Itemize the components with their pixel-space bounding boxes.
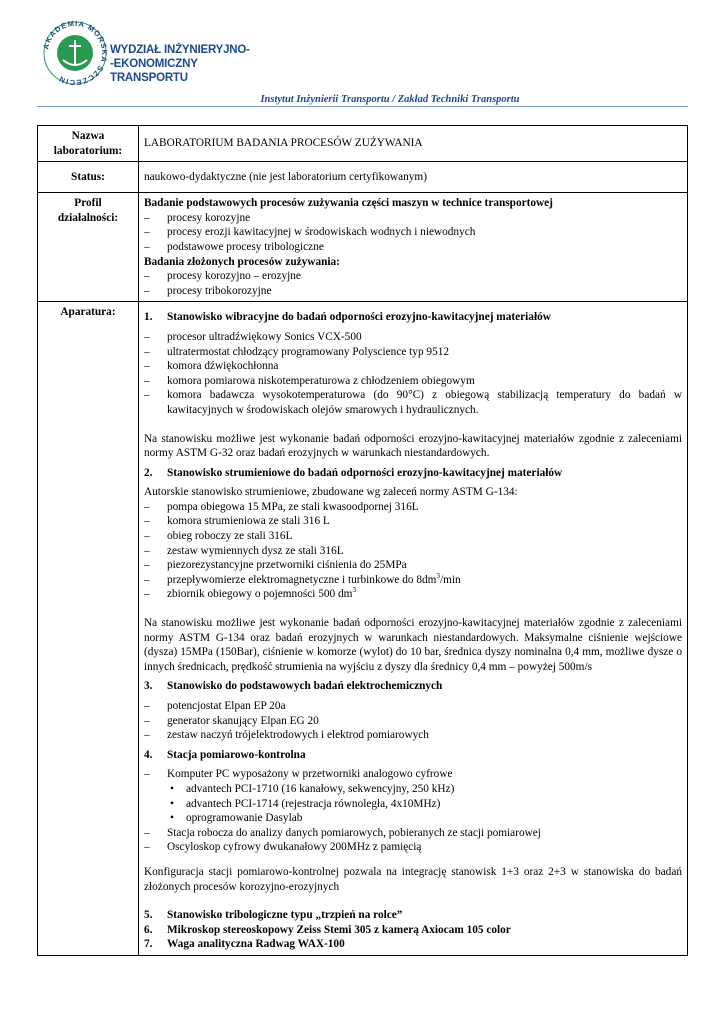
label-equipment: Aparatura:	[38, 302, 139, 956]
row-profile	[38, 193, 688, 302]
list-item: – komora dźwiękochłonna	[144, 359, 682, 374]
label-profile: Profil działalności:	[38, 193, 139, 302]
section-2-description: Na stanowisku możliwe jest wykonanie badań odporności erozyjno-kawitacyjnej materiałów zgodnie z zaleceniami normy ASTM G-134 oraz badań erozyjnych w warunkach niestandardowych. Maksymalne ciśnienie wejściowe (dysza) 15MPa (150Bar), ciśnienie w komorze (wylot) do 10 bar, średnica dyszy nominalna 0,4 mm, możliwe dysze o innych średnicach, prędkość strumienia na wyjściu z dyszy dla średnicy 0,4 mm – powyżej 500m/s	[144, 617, 682, 673]
list-item: – komora strumieniowa ze stali 316 L	[144, 514, 682, 529]
list-item: – zbiornik obiegowy o pojemności 500 $dm^3$	[144, 587, 682, 602]
list-item: – podstawowe procesy tribologiczne	[144, 240, 682, 255]
laboratory-table	[37, 125, 688, 956]
list-item: – potencjostat Elpan EP 20a	[144, 699, 682, 714]
list-item: – zestaw naczyń trójelektrodowych i elektrod pomiarowych	[144, 728, 682, 743]
value-name: LABORATORIUM BADANIA PROCESÓW ZUŻYWANIA	[139, 126, 688, 162]
list-item: – zestaw wymiennych dysz ze stali 316L	[144, 544, 682, 559]
section-1-description: Na stanowisku możliwe jest wykonanie badań odporności erozyjno-kawitacyjnej materiałów zgodnie z zaleceniami normy ASTM G-32 oraz badań erozyjnych w warunkach niestandardowych.	[144, 432, 682, 460]
value-status: naukowo-dydaktyczne (nie jest laboratorium certyfikowanym)	[139, 162, 688, 193]
anchor-emblem-icon	[40, 18, 110, 88]
list-item: – komora badawcza wysokotemperaturowa (do 90°C) z obiegową stabilizacją temperatury do badań w kawitacyjnych w środowiskach olejów smarowych i hydraulicznych.	[144, 388, 682, 417]
list-item: – piezorezystancyjne przetworniki ciśnienia do 25MPa	[144, 558, 682, 573]
section-1-title: 1. Stanowisko wibracyjne do badań odporności erozyjno-kawitacyjnej materiałów	[144, 311, 551, 324]
section-4-title: 4. Stacja pomiarowo-kontrolna	[144, 748, 306, 761]
row-status	[38, 162, 688, 193]
list-item: – procesy erozji kawitacyjnej w środowiskach wodnych i niewodnych	[144, 225, 682, 240]
list-item: – Oscyloskop cyfrowy dwukanałowy 200MHz z pamięcią	[144, 840, 682, 855]
list-item: – ultratermostat chłodzący programowany Polyscience typ 9512	[144, 345, 682, 360]
row-equipment	[38, 302, 688, 956]
row-name	[38, 126, 688, 162]
section-5-title: 5. Stanowisko tribologiczne typu „trzpień na rolce”	[144, 909, 403, 922]
section-7-title: 7. Waga analityczna Radwag WAX-100	[144, 938, 345, 951]
label-name: Nazwa laboratorium:	[38, 126, 139, 162]
faculty-logo	[40, 18, 250, 88]
list-item: – komora pomiarowa niskotemperaturowa z chłodzeniem obiegowym	[144, 374, 682, 389]
section-6-title: 6. Mikroskop stereoskopowy Zeiss Stemi 305 z kamerą Axiocam 105 color	[144, 923, 511, 936]
logo-wordmark	[110, 43, 250, 85]
section-2-intro: Autorskie stanowisko strumieniowe, zbudowane wg zaleceń normy ASTM G-134:	[144, 486, 518, 499]
value-profile	[139, 193, 688, 302]
list-item: – procesy korozyjne	[144, 211, 682, 226]
institute-line: Instytut Inżynierii Transportu / Zakład Techniki Transportu	[260, 94, 520, 105]
value-equipment	[139, 302, 688, 956]
profile-heading-2: Badania złożonych procesów zużywania:	[144, 255, 340, 268]
list-item: – pompa obiegowa 15 MPa, ze stali kwasoodpornej 316L	[144, 500, 682, 515]
list-item: – procesy tribokorozyjne	[144, 284, 682, 299]
label-status: Status:	[38, 162, 139, 193]
bullet-item: • advantech PCI-1710 (16 kanałowy, sekwencyjny, 250 kHz)	[144, 782, 682, 797]
logo-line2: -EKONOMICZNY TRANSPORTU	[110, 58, 198, 84]
section-3-title: 3. Stanowisko do podstawowych badań elektrochemicznych	[144, 680, 443, 693]
header-divider	[37, 106, 688, 107]
list-item: – procesor ultradźwiękowy Sonics VCX-500	[144, 330, 682, 345]
bullet-item: • oprogramowanie Dasylab	[144, 811, 682, 826]
section-2-title: 2. Stanowisko strumieniowe do badań odporności erozyjno-kawitacyjnej materiałów	[144, 466, 563, 479]
section-4-description: Konfiguracja stacji pomiarowo-kontrolnej pozwala na integrację stanowisk 1+3 oraz 2+3 w stanowiska do badań złożonych procesów korozyjno-erozyjnych	[144, 865, 682, 893]
list-item: – Stacja robocza do analizy danych pomiarowych, pobieranych ze stacji pomiarowej	[144, 826, 682, 841]
profile-heading-1: Badanie podstawowych procesów zużywania części maszyn w technice transportowej	[144, 197, 553, 210]
list-item: – obieg roboczy ze stali 316L	[144, 529, 682, 544]
logo-ring-text: AKADEMIA MORSKA SZCZECIN	[41, 18, 110, 88]
list-item: – procesy korozyjno – erozyjne	[144, 269, 682, 284]
bullet-item: • advantech PCI-1714 (rejestracja równoległa, 4x10MHz)	[144, 797, 682, 812]
list-item: – generator skanujący Elpan EG 20	[144, 714, 682, 729]
list-item: – przepływomierze elektromagnetyczne i turbinkowe do $8dm^3/\min$	[144, 573, 682, 588]
list-item: – Komputer PC wyposażony w przetworniki analogowo cyfrowe	[144, 767, 682, 782]
logo-line1: WYDZIAŁ INŻYNIERYJNO-	[110, 44, 250, 56]
